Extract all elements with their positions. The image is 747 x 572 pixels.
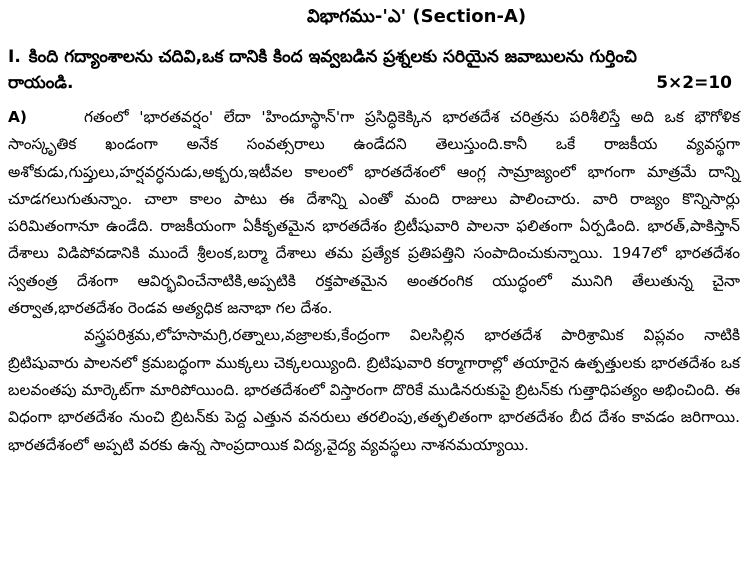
instruction-block	[8, 44, 738, 96]
paragraph-2: వస్త్రపరిశ్రమ,లోహసామగ్రి,రత్నాలు,వజ్రాలకు,కేంద్రంగా విలసిల్లిన భారతదేశ పారిశ్రామిక విప్లవం నాటికి బ్రిటిషువారు పాలనలో క్రమబద్ధంగా ముక్కలు చెక్కలయ్యింది. బ్రిటిషువారి కర్మాగారాల్లో తయారైన ఉత్పత్తులకు భారతదేశం ఒక బలవంతపు మార్కెట్‌గా మారిపోయింది. భారతదేశంలో విస్తారంగా దొరికే ముడినరుకుపై బ్రిటన్‌కు గుత్తాధిపత్యం అభించింది. ఈ విధంగా భారతదేశం నుంచి బ్రిటన్‌కు పెద్ద ఎత్తున వనరులు తరలింపు,తత్ఫలితంగా భారతదేశం బీద దేశం కావడం జరిగాయి. భారతదేశంలో అప్పటి వరకు ఉన్న సాంప్రదాయిక విద్య,వైద్య వ్యవస్థలు నాశనమయ్యాయి.	[8, 326, 740, 454]
paragraph-1	[8, 104, 740, 322]
instruction-line-2: రాయండి.	[8, 73, 74, 93]
marks-label: 5×2=10	[656, 73, 732, 93]
instruction-line-1: కింది గద్యాంశాలను చదివి,ఒక దానికి కింద ఇవ్వబడిన ప్రశ్నలకు సరియైన జవాబులను గుర్తించి	[28, 47, 637, 67]
section-title: విభాగము-'ఎ' (Section-A)	[307, 6, 527, 27]
paragraph-1-text: గతంలో 'భారతవర్షం' లేదా 'హిందూస్థాన్'గా ప్రసిద్ధికెక్కిన భారతదేశ చరిత్రను పరిశీలిస్తే అది ఒక భౌగోళిక సాంస్కృతిక ఖండంగా అనేక సంవత్సరాలు ఉండేదని తెలుస్తుంది.కానీ ఒకే రాజకీయ వ్యవస్థగా అశోకుడు,గుప్తులు,హర్షవర్ధనుడు,అక్బరు,ఇటీవల కాలంలో భారతదేశంలో ఆంగ్ల సామ్రాజ్యంలో భాగంగా మాత్రమే దాన్ని చూడగలుగుతున్నాం. చాలా కాలం పాటు ఈ దేశాన్ని ఎంతో మంది రాజులు పాలించారు. వారి రాజ్యం కొన్నిసార్లు పరిమితంగానూ ఉండేది. రాజకీయంగా ఏకీకృతమైన భారతదేశం బ్రిటీషువారి పాలనా ఫలితంగా ఏర్పడింది. భారత్,పాకిస్తాన్ దేశాలు విడిపోవడానికి ముందే శ్రీలంక,బర్మా దేశాలు తమ ప్రత్యేక ప్రతిపత్తిని సంపాదించుకున్నాయి. 1947లో భారతదేశం స్వతంత్ర దేశంగా ఆవిర్భవించేనాటికి,అప్పటికి రక్తపాతమైన అంతరంగిక యుద్ధంలో మునిగి తేలుతున్న చైనా తర్వాత,భారతదేశం రెండవ అత్యధిక జనాభా గల దేశం.	[8, 108, 740, 318]
passage-label: A)	[8, 108, 27, 126]
question-number: I.	[8, 47, 21, 67]
passage-a	[8, 104, 740, 459]
